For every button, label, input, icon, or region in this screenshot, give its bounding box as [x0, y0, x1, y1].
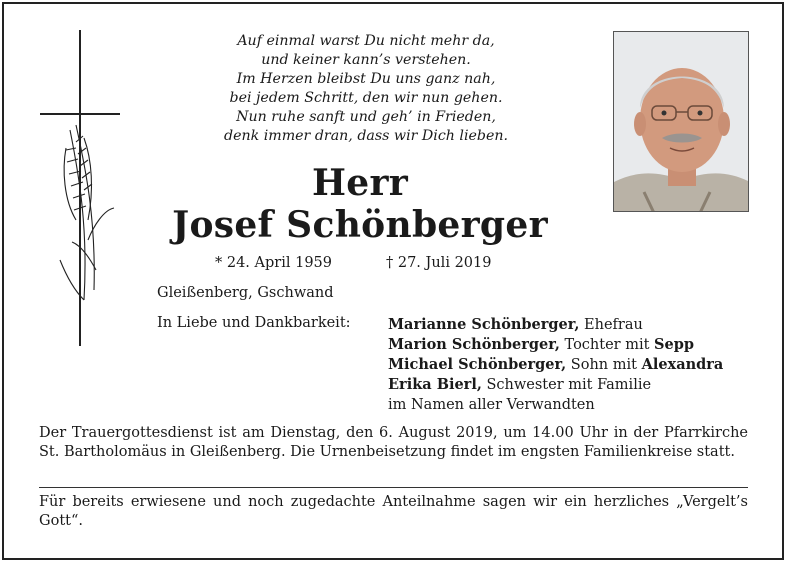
salutation: Herr	[311, 162, 409, 204]
mourner-line: Michael Schönberger, Sohn mit Alexandra	[388, 356, 724, 373]
portrait-photo	[613, 31, 749, 212]
mourner-line: im Namen aller Verwandten	[388, 397, 595, 413]
poem-line: denk immer dran, dass wir Dich lieben.	[223, 128, 509, 144]
residence: Gleißenberg, Gschwand	[157, 285, 334, 301]
poem-line: Nun ruhe sanft und geh’ in Frieden,	[236, 109, 496, 125]
death-date: † 27. Juli 2019	[386, 255, 492, 271]
cross-wheat-icon	[36, 30, 126, 350]
poem-line: Auf einmal warst Du nicht mehr da,	[237, 33, 495, 49]
mourner-line: Marion Schönberger, Tochter mit Sepp	[388, 336, 695, 353]
divider	[39, 487, 748, 488]
closing-thanks: Für bereits erwiesene und noch zugedachte Anteilnahme sagen wir ein herzliches „Vergelt’s Gott“.	[39, 494, 748, 529]
mourner-line: Erika Bierl, Schwester mit Familie	[388, 376, 652, 393]
poem-line: und keiner kann’s verstehen.	[261, 52, 471, 68]
thanks-label: In Liebe und Dankbarkeit:	[157, 315, 351, 331]
birth-date: * 24. April 1959	[215, 255, 332, 271]
poem-line: bei jedem Schritt, den wir nun gehen.	[229, 90, 503, 106]
service-announcement: Der Trauergottesdienst ist am Dienstag, den 6. August 2019, um 14.00 Uhr in der Pfarrkirche St. Bartholomäus in Gleißenberg. Die Urnenbeisetzung findet im engsten Familienkreise statt.	[39, 425, 748, 460]
memorial-poem	[186, 32, 546, 146]
deceased-name-heading	[150, 162, 570, 246]
deceased-name: Josef Schönberger	[172, 204, 548, 246]
mourner-line: Marianne Schönberger, Ehefrau	[388, 316, 643, 333]
poem-line: Im Herzen bleibst Du uns ganz nah,	[236, 71, 496, 87]
mourners-list	[388, 315, 723, 415]
